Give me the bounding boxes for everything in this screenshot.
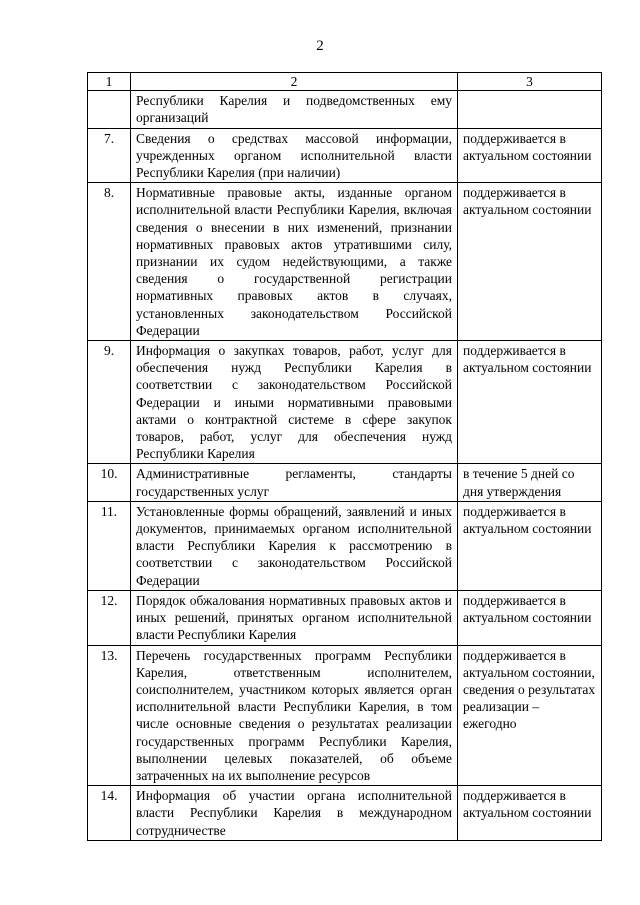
- row-status: поддерживается в актуальном состоянии: [458, 183, 602, 341]
- row-status: поддерживается в актуальном состоянии: [458, 501, 602, 590]
- row-number: 12.: [88, 590, 131, 645]
- row-description: Сведения о средствах массовой информации, учрежденных органом исполнительной власти Республики Карелия (при наличии): [131, 128, 458, 183]
- table-header-row: [88, 73, 602, 91]
- row-description: Информация об участии органа исполнительной власти Республики Карелия в международном сотрудничестве: [131, 786, 458, 841]
- table-row: [88, 128, 602, 183]
- row-number: 11.: [88, 501, 131, 590]
- table-row: [88, 786, 602, 841]
- table-row: [88, 645, 602, 786]
- column-header: 3: [458, 73, 602, 91]
- row-status: поддерживается в актуальном состоянии: [458, 786, 602, 841]
- row-status: поддерживается в актуальном состоянии: [458, 341, 602, 464]
- row-description: Информация о закупках товаров, работ, услуг для обеспечения нужд Республики Карелия в соответствии с законодательством Российской Федерации и иными нормативными правовыми актами о контрактной системе в сфере закупок товаров, работ, услуг для обеспечения нужд Республики Карелия: [131, 341, 458, 464]
- row-number: 13.: [88, 645, 131, 786]
- table-row: [88, 341, 602, 464]
- row-description: Установленные формы обращений, заявлений и иных документов, принимаемых органом исполнительной власти Республики Карелия к рассмотрению в соответствии с законодательством Российской Федерации: [131, 501, 458, 590]
- column-header: 2: [131, 73, 458, 91]
- row-number: [88, 91, 131, 128]
- row-number: 14.: [88, 786, 131, 841]
- row-description: Республики Карелия и подведомственных ему организаций: [131, 91, 458, 128]
- row-status: [458, 91, 602, 128]
- row-description: Порядок обжалования нормативных правовых актов и иных решений, принятых органом исполнительной власти Республики Карелия: [131, 590, 458, 645]
- table-row: [88, 183, 602, 341]
- row-status: поддерживается в актуальном состоянии: [458, 590, 602, 645]
- row-number: 7.: [88, 128, 131, 183]
- row-description: Нормативные правовые акты, изданные органом исполнительной власти Республики Карелия, включая сведения о внесении в них изменений, признании нормативных правовых актов утратившими силу, признании их судом недействующими, а также сведения о государственной регистрации нормативных правовых актов в случаях, установленных законодательством Российской Федерации: [131, 183, 458, 341]
- row-status: поддерживается в актуальном состоянии: [458, 128, 602, 183]
- document-table: [87, 72, 602, 841]
- table-row: [88, 464, 602, 501]
- row-number: 10.: [88, 464, 131, 501]
- row-description: Перечень государственных программ Республики Карелия, ответственным исполнителем, соисполнителем, участником которых является орган исполнительной власти Республики Карелия, в том числе основные сведения о результатах реализации государственных программ Республики Карелия, выполнении целевых показателей, об объеме затраченных на их выполнение ресурсов: [131, 645, 458, 786]
- table-row: [88, 590, 602, 645]
- row-number: 9.: [88, 341, 131, 464]
- page-number: 2: [316, 38, 324, 54]
- row-status: поддерживается в актуальном состоянии, сведения о результатах реализации – ежегодно: [458, 645, 602, 786]
- table-row: [88, 91, 602, 128]
- row-description: Административные регламенты, стандарты государственных услуг: [131, 464, 458, 501]
- row-number: 8.: [88, 183, 131, 341]
- column-header: 1: [88, 73, 131, 91]
- row-status: в течение 5 дней со дня утверждения: [458, 464, 602, 501]
- table-row: [88, 501, 602, 590]
